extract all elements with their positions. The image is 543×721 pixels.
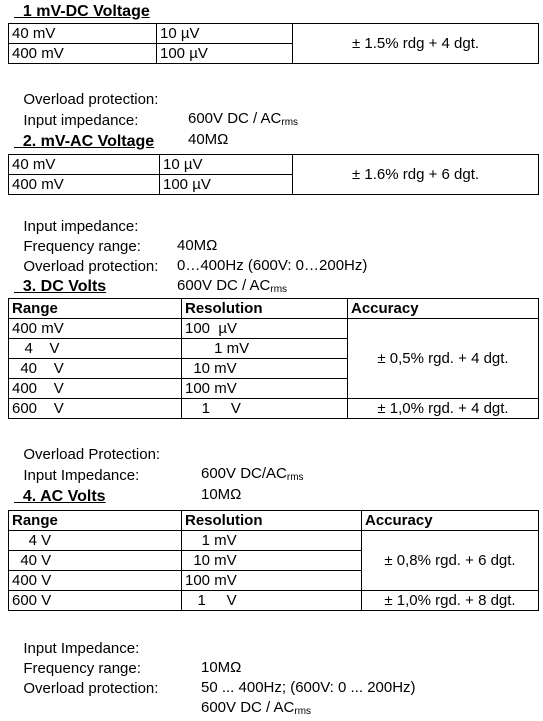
range-cell: 400 mV bbox=[9, 319, 182, 339]
table-header-row bbox=[9, 511, 539, 531]
info-label: Frequency range: bbox=[23, 660, 141, 677]
info-label: Input impedance: bbox=[23, 218, 139, 235]
table-row bbox=[9, 591, 539, 611]
accuracy-header: Accuracy bbox=[348, 299, 539, 319]
range-cell: 40 mV bbox=[9, 24, 157, 44]
accuracy-cell: ± 1,0% rgd. + 8 dgt. bbox=[362, 591, 539, 611]
table-row bbox=[9, 24, 539, 44]
section-title-ac-volts: 4. AC Volts bbox=[14, 488, 106, 505]
info-value: 600V DC / $AC_{rms}$ bbox=[177, 277, 288, 295]
table-row bbox=[9, 319, 539, 339]
info-label: Input Impedance: bbox=[23, 467, 140, 484]
resolution-cell: 10 mV bbox=[182, 359, 348, 379]
ac-volts-table bbox=[8, 510, 539, 611]
range-cell: 600 V bbox=[9, 399, 182, 419]
range-cell: 400 mV bbox=[9, 44, 157, 64]
table-row bbox=[9, 531, 539, 551]
resolution-cell: 100 mV bbox=[182, 571, 362, 591]
range-cell: 4 V bbox=[9, 339, 182, 359]
info-value: 0…400Hz (600V: 0…200Hz) bbox=[177, 257, 368, 274]
info-value: 600V DC / $AC_{rms}$ bbox=[188, 110, 299, 128]
resolution-cell: 100 µV bbox=[157, 44, 293, 64]
resolution-cell: 1 mV bbox=[182, 531, 362, 551]
range-cell: 600 V bbox=[9, 591, 182, 611]
range-cell: 4 V bbox=[9, 531, 182, 551]
section-title-mv-ac: 2. mV-AC Voltage bbox=[14, 133, 155, 150]
info-value: 50 ... 400Hz; (600V: 0 ... 200Hz) bbox=[201, 679, 416, 696]
info-label: Input impedance: bbox=[23, 112, 139, 129]
info-value: 40MΩ bbox=[177, 237, 218, 254]
resolution-cell: 10 µV bbox=[157, 24, 293, 44]
info-label: Input Impedance: bbox=[23, 640, 140, 657]
range-cell: 40 V bbox=[9, 551, 182, 571]
accuracy-cell: ± 0,5% rgd. + 4 dgt. bbox=[348, 319, 539, 399]
info-label: Overload protection: bbox=[23, 680, 159, 697]
resolution-header: Resolution bbox=[182, 511, 362, 531]
info-value: 600V $DC/AC_{rms}$ bbox=[201, 465, 304, 483]
resolution-cell: 10 µV bbox=[160, 155, 293, 175]
range-cell: 400 V bbox=[9, 571, 182, 591]
mv-ac-table bbox=[8, 154, 539, 195]
info-label: Overload Protection: bbox=[23, 446, 161, 463]
accuracy-cell: ± 1.5% rdg + 4 dgt. bbox=[293, 24, 539, 64]
info-value: 600V DC / $AC_{rms}$ bbox=[201, 699, 312, 717]
resolution-header: Resolution bbox=[182, 299, 348, 319]
info-value: 40MΩ bbox=[188, 131, 229, 148]
info-value: 10MΩ bbox=[201, 486, 242, 503]
range-cell: 40 V bbox=[9, 359, 182, 379]
accuracy-header: Accuracy bbox=[362, 511, 539, 531]
info-label: Frequency range: bbox=[23, 238, 141, 255]
table-row bbox=[9, 155, 539, 175]
resolution-cell: 100 mV bbox=[182, 379, 348, 399]
resolution-cell: 100 µV bbox=[182, 319, 348, 339]
accuracy-cell: ± 0,8% rgd. + 6 dgt. bbox=[362, 531, 539, 591]
info-label: Overload protection: bbox=[23, 91, 159, 108]
section-title-dc-volts: 3. DC Volts bbox=[14, 278, 107, 295]
range-cell: 400 mV bbox=[9, 175, 160, 195]
range-header: Range bbox=[9, 299, 182, 319]
section-title-mv-dc: 1 mV-DC Voltage bbox=[14, 3, 150, 20]
range-header: Range bbox=[9, 511, 182, 531]
mv-dc-table bbox=[8, 23, 539, 64]
accuracy-cell: ± 1.6% rdg + 6 dgt. bbox=[293, 155, 539, 195]
resolution-cell: 1 V bbox=[182, 399, 348, 419]
dc-volts-table bbox=[8, 298, 539, 419]
resolution-cell: 100 µV bbox=[160, 175, 293, 195]
range-cell: 400 V bbox=[9, 379, 182, 399]
resolution-cell: 1 V bbox=[182, 591, 362, 611]
info-value: 10MΩ bbox=[201, 659, 242, 676]
accuracy-cell: ± 1,0% rgd. + 4 dgt. bbox=[348, 399, 539, 419]
table-row bbox=[9, 399, 539, 419]
resolution-cell: 10 mV bbox=[182, 551, 362, 571]
range-cell: 40 mV bbox=[9, 155, 160, 175]
resolution-cell: 1 mV bbox=[182, 339, 348, 359]
table-header-row bbox=[9, 299, 539, 319]
info-label: Overload protection: bbox=[23, 258, 159, 275]
